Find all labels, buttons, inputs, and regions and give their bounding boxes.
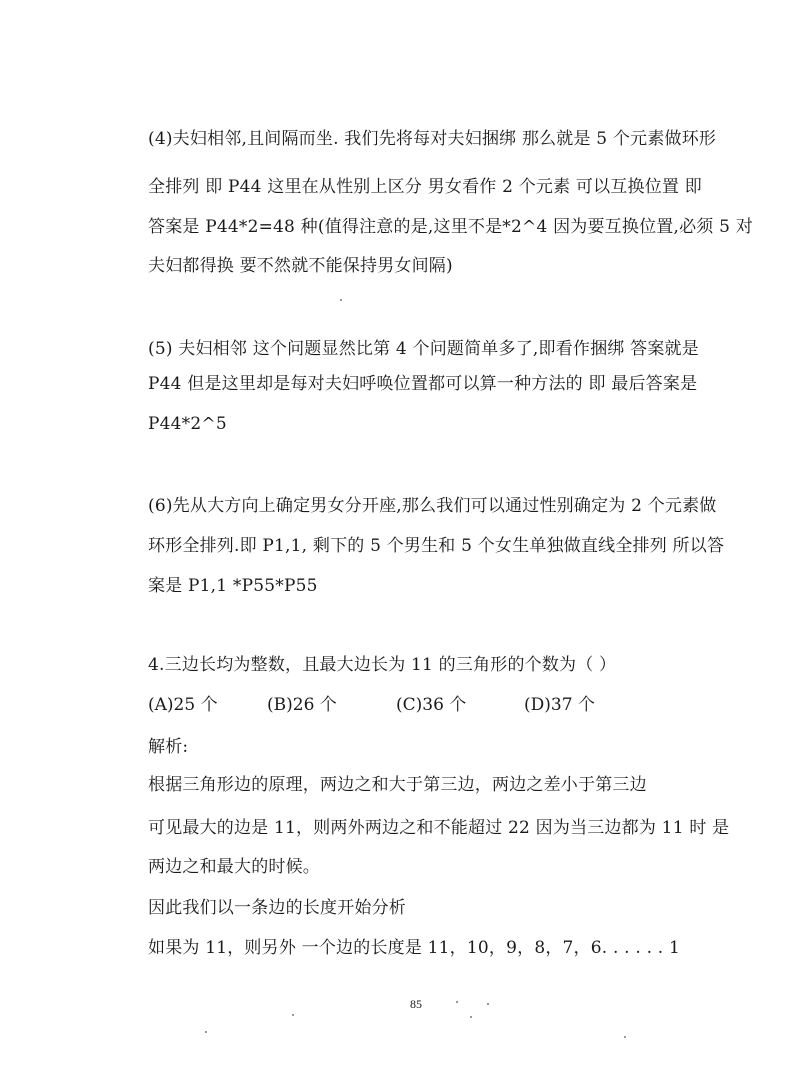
scan-speck	[292, 1014, 294, 1016]
paragraph-4-line-3: 答案是 P44*2=48 种(值得注意的是,这里不是*2^4 因为要互换位置,必须 5 对	[148, 217, 753, 237]
analysis-line-5: 如果为 11，则另外 一个边的长度是 11，10，9，8，7，6. . . . . . 1	[148, 938, 681, 958]
page-number: 85	[410, 997, 422, 1011]
paragraph-5-line-1: (5) 夫妇相邻 这个问题显然比第 4 个问题简单多了,即看作捆绑 答案就是	[148, 339, 699, 359]
question-stem: 4.三边长均为整数，且最大边长为 11 的三角形的个数为（ ）	[148, 655, 617, 675]
scan-speck	[624, 1036, 626, 1038]
paragraph-5-line-2: P44 但是这里却是每对夫妇呼唤位置都可以算一种方法的 即 最后答案是	[148, 374, 698, 394]
analysis-line-2: 可见最大的边是 11，则两外两边之和不能超过 22 因为当三边都为 11 时 是	[148, 818, 730, 838]
scan-speck	[470, 1016, 472, 1018]
scan-speck	[456, 1001, 458, 1003]
paragraph-6-line-3: 案是 P1,1 *P55*P55	[148, 576, 318, 596]
paragraph-4-line-1: (4)夫妇相邻,且间隔而坐. 我们先将每对夫妇捆绑 那么就是 5 个元素做环形	[148, 129, 717, 149]
analysis-heading: 解析:	[148, 737, 189, 757]
analysis-line-1: 根据三角形边的原理，两边之和大于第三边，两边之差小于第三边	[148, 775, 647, 795]
choice-d: (D)37 个	[524, 695, 595, 715]
paragraph-6-line-2: 环形全排列.即 P1,1, 剩下的 5 个男生和 5 个女生单独做直线全排列 所以答	[148, 536, 725, 556]
analysis-line-3: 两边之和最大的时候。	[148, 857, 320, 877]
paragraph-5-line-3: P44*2^5	[148, 414, 227, 434]
choice-b: (B)26 个	[267, 695, 337, 715]
paragraph-4-line-4: 夫妇都得换 要不然就不能保持男女间隔)	[148, 256, 453, 276]
answer-choices	[148, 694, 668, 718]
choice-c: (C)36 个	[396, 695, 467, 715]
choice-a: (A)25 个	[148, 695, 218, 715]
scan-speck	[205, 1031, 207, 1033]
paragraph-6-line-1: (6)先从大方向上确定男女分开座,那么我们可以通过性别确定为 2 个元素做	[148, 496, 717, 516]
paragraph-4-line-2: 全排列 即 P44 这里在从性别上区分 男女看作 2 个元素 可以互换位置 即	[148, 177, 702, 197]
scan-speck	[487, 1003, 489, 1005]
analysis-line-4: 因此我们以一条边的长度开始分析	[148, 898, 406, 918]
scan-speck	[340, 299, 342, 301]
